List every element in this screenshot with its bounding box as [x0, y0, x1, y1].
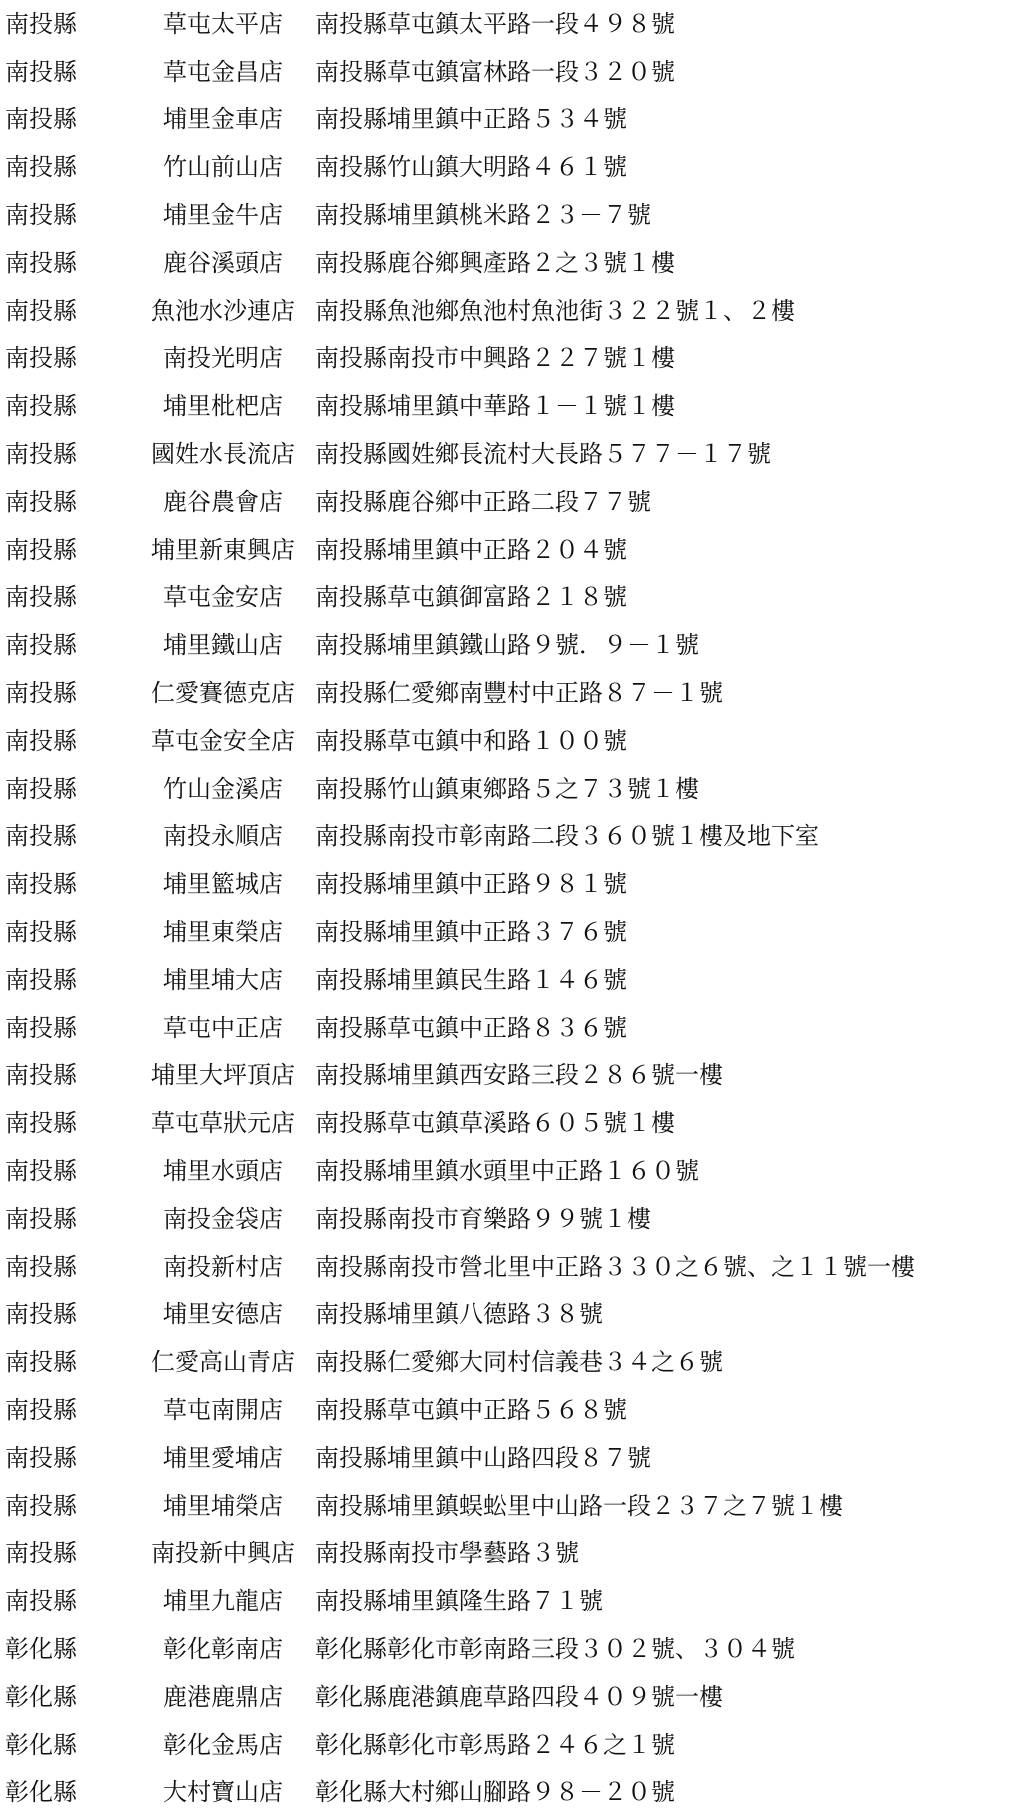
table-row — [0, 908, 1024, 956]
county-cell: 南投縣 — [5, 583, 77, 612]
county-cell: 南投縣 — [5, 679, 77, 708]
store-name-cell: 大村寶山店 — [163, 1778, 283, 1807]
store-name-cell: 竹山金溪店 — [163, 774, 283, 803]
table-row — [0, 1195, 1024, 1243]
table-row — [0, 526, 1024, 574]
address-cell: 南投縣草屯鎮中正路５６８號 — [315, 1396, 627, 1424]
county-cell: 南投縣 — [5, 726, 77, 755]
store-name-cell: 埔里埔榮店 — [163, 1491, 283, 1520]
store-name-cell: 魚池水沙連店 — [151, 296, 295, 325]
county-cell: 彰化縣 — [5, 1682, 77, 1711]
county-cell: 南投縣 — [5, 822, 77, 851]
store-name-cell: 埔里安德店 — [163, 1300, 283, 1329]
county-cell: 南投縣 — [5, 1252, 77, 1281]
table-row — [0, 813, 1024, 861]
store-name-cell: 埔里枇杷店 — [163, 392, 283, 421]
county-cell: 南投縣 — [5, 1204, 77, 1233]
address-cell: 南投縣南投市學藝路３號 — [315, 1539, 579, 1568]
store-name-cell: 草屯金安全店 — [151, 726, 295, 755]
address-cell: 南投縣埔里鎮西安路三段２８６號一樓 — [315, 1061, 723, 1090]
store-name-cell: 草屯太平店 — [163, 9, 283, 38]
store-name-cell: 埔里鐵山店 — [163, 631, 283, 660]
table-row — [0, 1338, 1024, 1386]
store-name-cell: 埔里金車店 — [163, 105, 283, 134]
county-cell: 南投縣 — [5, 1109, 77, 1138]
table-row — [0, 1243, 1024, 1291]
address-cell: 南投縣竹山鎮東鄉路５之７３號１樓 — [315, 774, 699, 803]
table-row — [0, 48, 1024, 96]
county-cell: 南投縣 — [5, 1443, 77, 1472]
address-cell: 南投縣草屯鎮太平路一段４９８號 — [315, 9, 675, 38]
county-cell: 南投縣 — [5, 1013, 77, 1042]
address-cell: 南投縣埔里鎮中正路２０４號 — [315, 535, 627, 564]
table-row — [0, 287, 1024, 335]
table-row — [0, 1577, 1024, 1625]
address-cell: 南投縣埔里鎮蜈蚣里中山路一段２３７之７號１樓 — [315, 1491, 843, 1520]
address-cell: 南投縣南投市彰南路二段３６０號１樓及地下室 — [315, 822, 819, 851]
store-name-cell: 國姓水長流店 — [151, 440, 295, 469]
address-cell: 南投縣埔里鎮水頭里中正路１６０號 — [315, 1157, 699, 1186]
address-cell: 南投縣草屯鎮中正路８３６號 — [315, 1013, 627, 1042]
store-name-cell: 埔里東榮店 — [163, 918, 283, 947]
address-cell: 南投縣鹿谷鄉興產路２之３號１樓 — [315, 248, 675, 277]
store-name-cell: 竹山前山店 — [163, 153, 283, 182]
county-cell: 南投縣 — [5, 201, 77, 230]
table-row — [0, 335, 1024, 383]
store-name-cell: 南投永順店 — [163, 822, 283, 851]
address-cell: 南投縣埔里鎮鐵山路９號．９－１號 — [315, 631, 699, 660]
address-cell: 南投縣草屯鎮草溪路６０５號１樓 — [315, 1109, 675, 1138]
address-cell: 南投縣竹山鎮大明路４６１號 — [315, 153, 627, 182]
store-name-cell: 彰化金馬店 — [163, 1730, 283, 1759]
county-cell: 南投縣 — [5, 344, 77, 373]
address-cell: 南投縣南投市中興路２２７號１樓 — [315, 344, 675, 373]
table-row — [0, 669, 1024, 717]
county-cell: 南投縣 — [5, 1587, 77, 1616]
address-cell: 南投縣草屯鎮御富路２１８號 — [315, 583, 627, 612]
store-name-cell: 埔里金牛店 — [163, 201, 283, 230]
county-cell: 彰化縣 — [5, 1778, 77, 1807]
table-row — [0, 1625, 1024, 1673]
address-cell: 彰化縣彰化市彰馬路２４６之１號 — [315, 1730, 675, 1759]
table-row — [0, 1291, 1024, 1339]
store-name-cell: 鹿港鹿鼎店 — [163, 1682, 283, 1711]
table-row — [0, 478, 1024, 526]
county-cell: 彰化縣 — [5, 1730, 77, 1759]
table-row — [0, 191, 1024, 239]
county-cell: 南投縣 — [5, 1396, 77, 1424]
address-cell: 南投縣埔里鎮八德路３８號 — [315, 1300, 603, 1329]
county-cell: 南投縣 — [5, 9, 77, 38]
address-cell: 南投縣埔里鎮中正路９８１號 — [315, 870, 627, 899]
address-cell: 南投縣南投市育樂路９９號１樓 — [315, 1204, 651, 1233]
table-row — [0, 1768, 1024, 1816]
store-name-cell: 埔里埔大店 — [163, 965, 283, 994]
county-cell: 南投縣 — [5, 918, 77, 947]
store-name-cell: 埔里籃城店 — [163, 870, 283, 899]
table-row — [0, 1147, 1024, 1195]
address-cell: 彰化縣鹿港鎮鹿草路四段４０９號一樓 — [315, 1682, 723, 1711]
county-cell: 南投縣 — [5, 1539, 77, 1568]
table-row — [0, 1482, 1024, 1530]
county-cell: 南投縣 — [5, 153, 77, 182]
county-cell: 南投縣 — [5, 1300, 77, 1329]
table-row — [0, 1052, 1024, 1100]
address-cell: 彰化縣彰化市彰南路三段３０２號、３０４號 — [315, 1634, 795, 1663]
county-cell: 南投縣 — [5, 296, 77, 325]
county-cell: 南投縣 — [5, 1061, 77, 1090]
county-cell: 南投縣 — [5, 392, 77, 421]
address-cell: 南投縣埔里鎮隆生路７１號 — [315, 1587, 603, 1616]
table-row — [0, 0, 1024, 48]
county-cell: 南投縣 — [5, 965, 77, 994]
table-row — [0, 860, 1024, 908]
address-cell: 南投縣仁愛鄉南豐村中正路８７－１號 — [315, 679, 723, 708]
county-cell: 南投縣 — [5, 487, 77, 516]
county-cell: 南投縣 — [5, 57, 77, 86]
address-cell: 南投縣草屯鎮中和路１００號 — [315, 726, 627, 755]
address-cell: 南投縣埔里鎮中山路四段８７號 — [315, 1443, 651, 1472]
store-name-cell: 草屯草狀元店 — [151, 1109, 295, 1138]
table-row — [0, 1386, 1024, 1434]
table-row — [0, 430, 1024, 478]
address-cell: 南投縣埔里鎮民生路１４６號 — [315, 965, 627, 994]
table-row — [0, 382, 1024, 430]
table-row — [0, 717, 1024, 765]
address-cell: 南投縣埔里鎮桃米路２３－７號 — [315, 201, 651, 230]
address-cell: 南投縣仁愛鄉大同村信義巷３４之６號 — [315, 1348, 723, 1377]
store-name-cell: 南投光明店 — [163, 344, 283, 373]
store-name-cell: 南投金袋店 — [163, 1204, 283, 1233]
table-row — [0, 96, 1024, 144]
table-row — [0, 1099, 1024, 1147]
address-cell: 南投縣埔里鎮中正路５３４號 — [315, 105, 627, 134]
store-name-cell: 埔里九龍店 — [163, 1587, 283, 1616]
store-name-cell: 南投新中興店 — [151, 1539, 295, 1568]
store-name-cell: 草屯中正店 — [163, 1013, 283, 1042]
store-name-cell: 鹿谷溪頭店 — [163, 248, 283, 277]
table-row — [0, 239, 1024, 287]
county-cell: 南投縣 — [5, 774, 77, 803]
county-cell: 南投縣 — [5, 1157, 77, 1186]
table-row — [0, 1530, 1024, 1578]
store-name-cell: 埔里愛埔店 — [163, 1443, 283, 1472]
store-name-cell: 草屯金昌店 — [163, 57, 283, 86]
store-name-cell: 仁愛賽德克店 — [151, 679, 295, 708]
table-row — [0, 143, 1024, 191]
county-cell: 南投縣 — [5, 105, 77, 134]
store-name-cell: 草屯金安店 — [163, 583, 283, 612]
address-cell: 彰化縣大村鄉山腳路９８－２０號 — [315, 1778, 675, 1807]
county-cell: 南投縣 — [5, 1348, 77, 1377]
table-row — [0, 574, 1024, 622]
county-cell: 南投縣 — [5, 535, 77, 564]
county-cell: 南投縣 — [5, 248, 77, 277]
table-row — [0, 956, 1024, 1004]
address-cell: 南投縣國姓鄉長流村大長路５７７－１７號 — [315, 440, 771, 469]
store-name-cell: 仁愛高山青店 — [151, 1348, 295, 1377]
address-cell: 南投縣草屯鎮富林路一段３２０號 — [315, 57, 675, 86]
county-cell: 南投縣 — [5, 1491, 77, 1520]
table-row — [0, 765, 1024, 813]
table-row — [0, 621, 1024, 669]
address-cell: 南投縣南投市營北里中正路３３０之６號、之１１號一樓 — [315, 1252, 915, 1281]
store-name-cell: 南投新村店 — [163, 1252, 283, 1281]
table-row — [0, 1004, 1024, 1052]
store-name-cell: 草屯南開店 — [163, 1396, 283, 1424]
county-cell: 南投縣 — [5, 870, 77, 899]
address-cell: 南投縣魚池鄉魚池村魚池街３２２號１、２樓 — [315, 296, 795, 325]
store-name-cell: 埔里水頭店 — [163, 1157, 283, 1186]
store-name-cell: 鹿谷農會店 — [163, 487, 283, 516]
address-cell: 南投縣埔里鎮中正路３７６號 — [315, 918, 627, 947]
county-cell: 彰化縣 — [5, 1634, 77, 1663]
store-name-cell: 彰化彰南店 — [163, 1634, 283, 1663]
address-cell: 南投縣埔里鎮中華路１－１號１樓 — [315, 392, 675, 421]
table-row — [0, 1434, 1024, 1482]
table-row — [0, 1721, 1024, 1769]
county-cell: 南投縣 — [5, 440, 77, 469]
address-cell: 南投縣鹿谷鄉中正路二段７７號 — [315, 487, 651, 516]
store-name-cell: 埔里大坪頂店 — [151, 1061, 295, 1090]
county-cell: 南投縣 — [5, 631, 77, 660]
table-row — [0, 1673, 1024, 1721]
store-name-cell: 埔里新東興店 — [151, 535, 295, 564]
